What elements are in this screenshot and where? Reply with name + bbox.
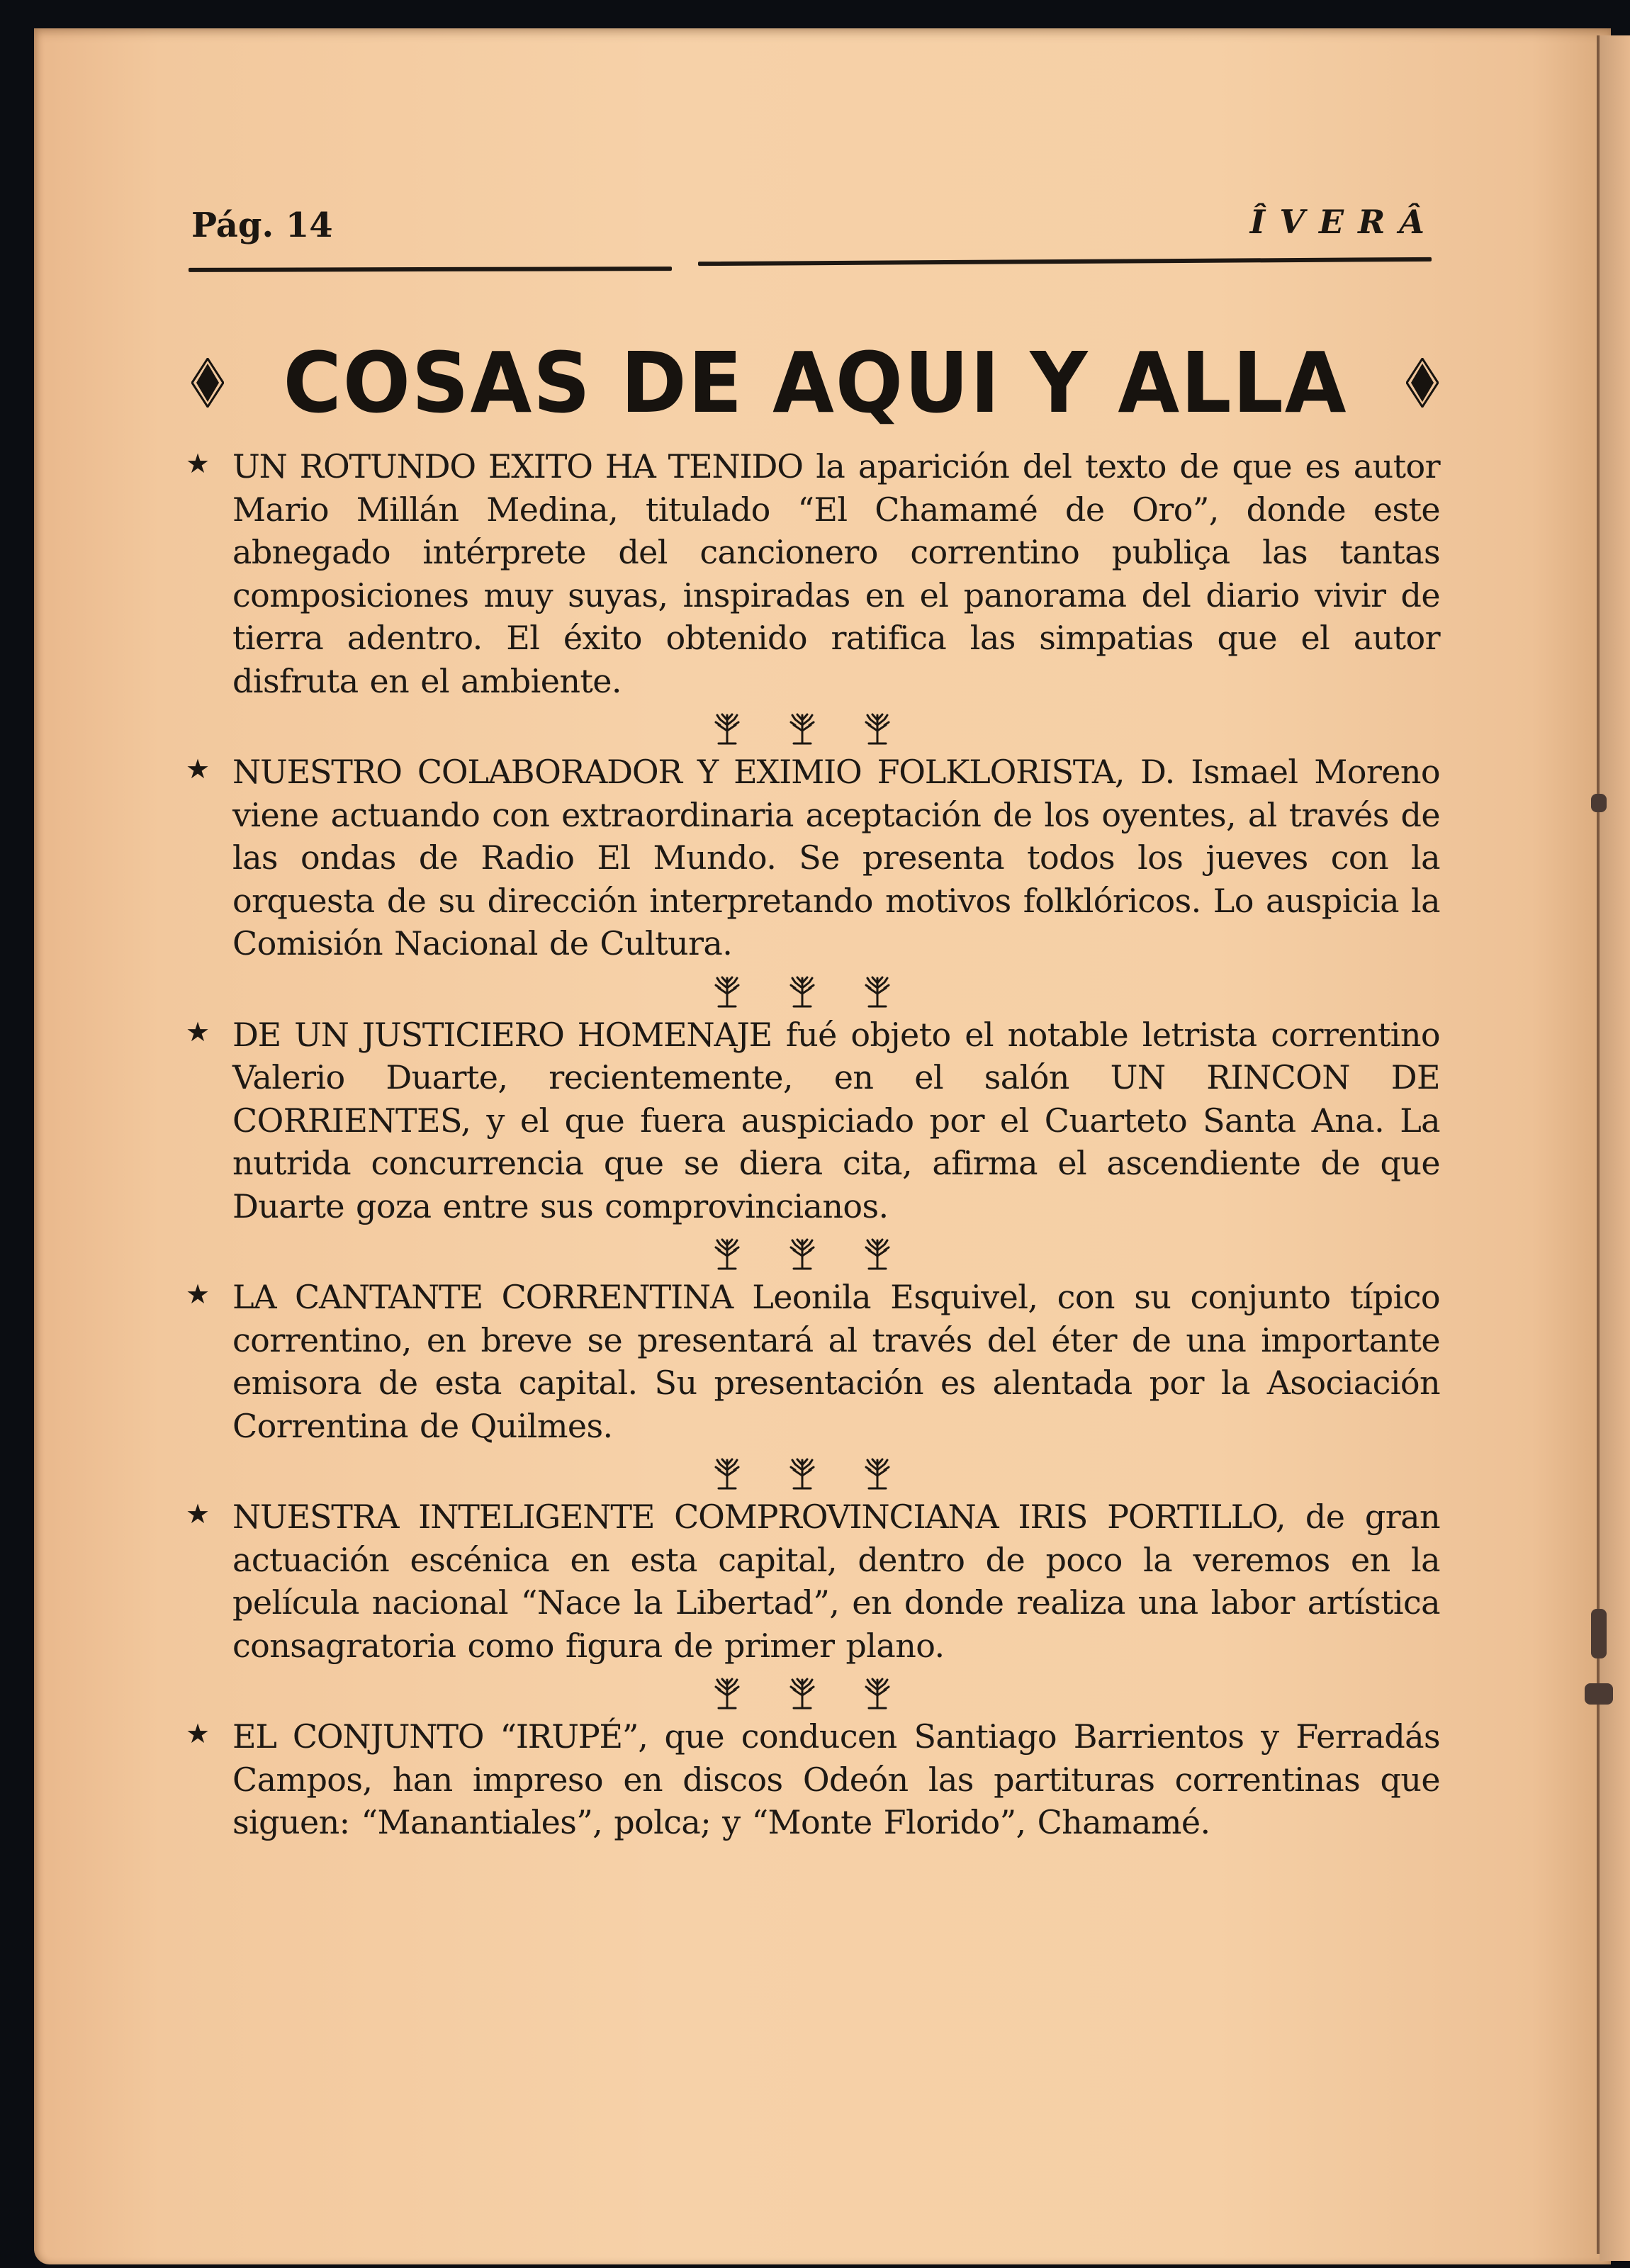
tree-separator (186, 970, 1440, 1011)
news-item-text (232, 1014, 1440, 1228)
tree-icon (862, 1235, 893, 1270)
tree-separator (186, 1671, 1440, 1712)
tree-icon (712, 1454, 743, 1490)
news-item (186, 1495, 1440, 1667)
tree-separator (186, 1452, 1440, 1493)
tree-icon (862, 709, 893, 745)
tree-icon (787, 972, 818, 1008)
news-item-body: que conducen Santiago Barrientos y Ferradás Campos, han impreso en discos Odeón las partituras correntinas que siguen: “Manantiales”, polca; y “Monte Florido”, Chamamé. (232, 1717, 1440, 1841)
tree-icon (862, 972, 893, 1008)
news-item-body: D. Ismael Moreno viene actuando con extraordinaria aceptación de los oyentes, al través de las ondas de Radio El Mundo. Se presenta todos los jueves con la orquesta de su dirección interpretando motivos folklóricos. Lo auspicia la Comisión Nacional de Cultura. (232, 753, 1440, 962)
news-item (186, 445, 1440, 702)
binding-thread (1585, 1683, 1613, 1705)
tree-icon (787, 1674, 818, 1710)
tree-icon (787, 1235, 818, 1270)
tree-icon (712, 709, 743, 745)
tree-icon (712, 1674, 743, 1710)
star-icon: ★ (186, 1718, 210, 1749)
page-number: Pág. 14 (191, 206, 333, 245)
news-item-body: la aparición del texto de que es autor Mario Millán Medina, titulado “El Chamamé de Oro”, donde este abnegado intérprete del cancionero correntino publiça las tantas composiciones muy suyas, inspiradas en el panorama del diario vivir de tierra adentro. El éxito obtenido ratifica las simpatias que el autor disfruta en el ambiente. (232, 447, 1440, 700)
news-item-lead: NUESTRA INTELIGENTE COMPROVINCIANA IRIS PORTILLO, (232, 1498, 1286, 1536)
tree-icon (787, 1454, 818, 1490)
binding-fold (1597, 35, 1600, 2254)
news-item-body: fué objeto el notable letrista correntino Valerio Duarte, recientemente, en el salón UN RINCON DE CORRIENTES, y el que fuera auspiciado por el Cuarteto Santa Ana. La nutrida concurrencia que se diera cita, afirma el ascendiente de que Duarte goza entre sus comprovincianos. (232, 1015, 1440, 1225)
article-title-row (191, 333, 1439, 432)
news-items (186, 445, 1440, 1844)
news-item-text (232, 751, 1440, 965)
star-icon: ★ (186, 753, 210, 785)
news-item-lead: EL CONJUNTO “IRUPÉ”, (232, 1717, 648, 1756)
news-item (186, 1715, 1440, 1844)
next-page-edge (1600, 35, 1630, 2261)
tree-icon (712, 972, 743, 1008)
article-title: COSAS DE AQUI Y ALLA (283, 334, 1347, 432)
news-item-lead: NUESTRO COLABORADOR Y EXIMIO FOLKLORISTA, (232, 753, 1125, 791)
news-item-lead: DE UN JUSTICIERO HOMENAJE (232, 1015, 772, 1054)
news-item (186, 751, 1440, 965)
tree-icon (862, 1674, 893, 1710)
tree-separator (186, 707, 1440, 748)
star-icon: ★ (186, 448, 210, 479)
tree-separator (186, 1232, 1440, 1273)
star-icon: ★ (186, 1016, 210, 1048)
news-item (186, 1014, 1440, 1228)
diamond-icon (191, 358, 224, 408)
journal-name: ÎVERÂ (1249, 203, 1439, 241)
news-item-text (232, 1495, 1440, 1667)
news-item-lead: UN ROTUNDO EXITO HA TENIDO (232, 447, 803, 485)
tree-icon (712, 1235, 743, 1270)
news-item-body: Leonila Esquivel, con su conjunto típico correntino, en breve se presentará al través del éter de una importante emisora de esta capital. Su presentación es alentada por la Asociación Correntina de Quilmes. (232, 1278, 1440, 1445)
binding-thread (1591, 1609, 1607, 1658)
news-item (186, 1276, 1440, 1447)
news-item-text (232, 1715, 1440, 1844)
star-icon: ★ (186, 1498, 210, 1529)
binding-thread (1591, 794, 1607, 812)
star-icon: ★ (186, 1279, 210, 1310)
page-header (191, 203, 1439, 262)
news-item-lead: LA CANTANTE CORRENTINA (232, 1278, 733, 1316)
news-item-body: de gran actuación escénica en esta capital, dentro de poco la veremos en la película nacional “Nace la Libertad”, en donde realiza una labor artística consagratoria como figura de primer plano. (232, 1498, 1440, 1665)
tree-icon (787, 709, 818, 745)
news-item-text (232, 445, 1440, 702)
tree-icon (862, 1454, 893, 1490)
news-item-text (232, 1276, 1440, 1447)
diamond-icon (1406, 358, 1439, 408)
